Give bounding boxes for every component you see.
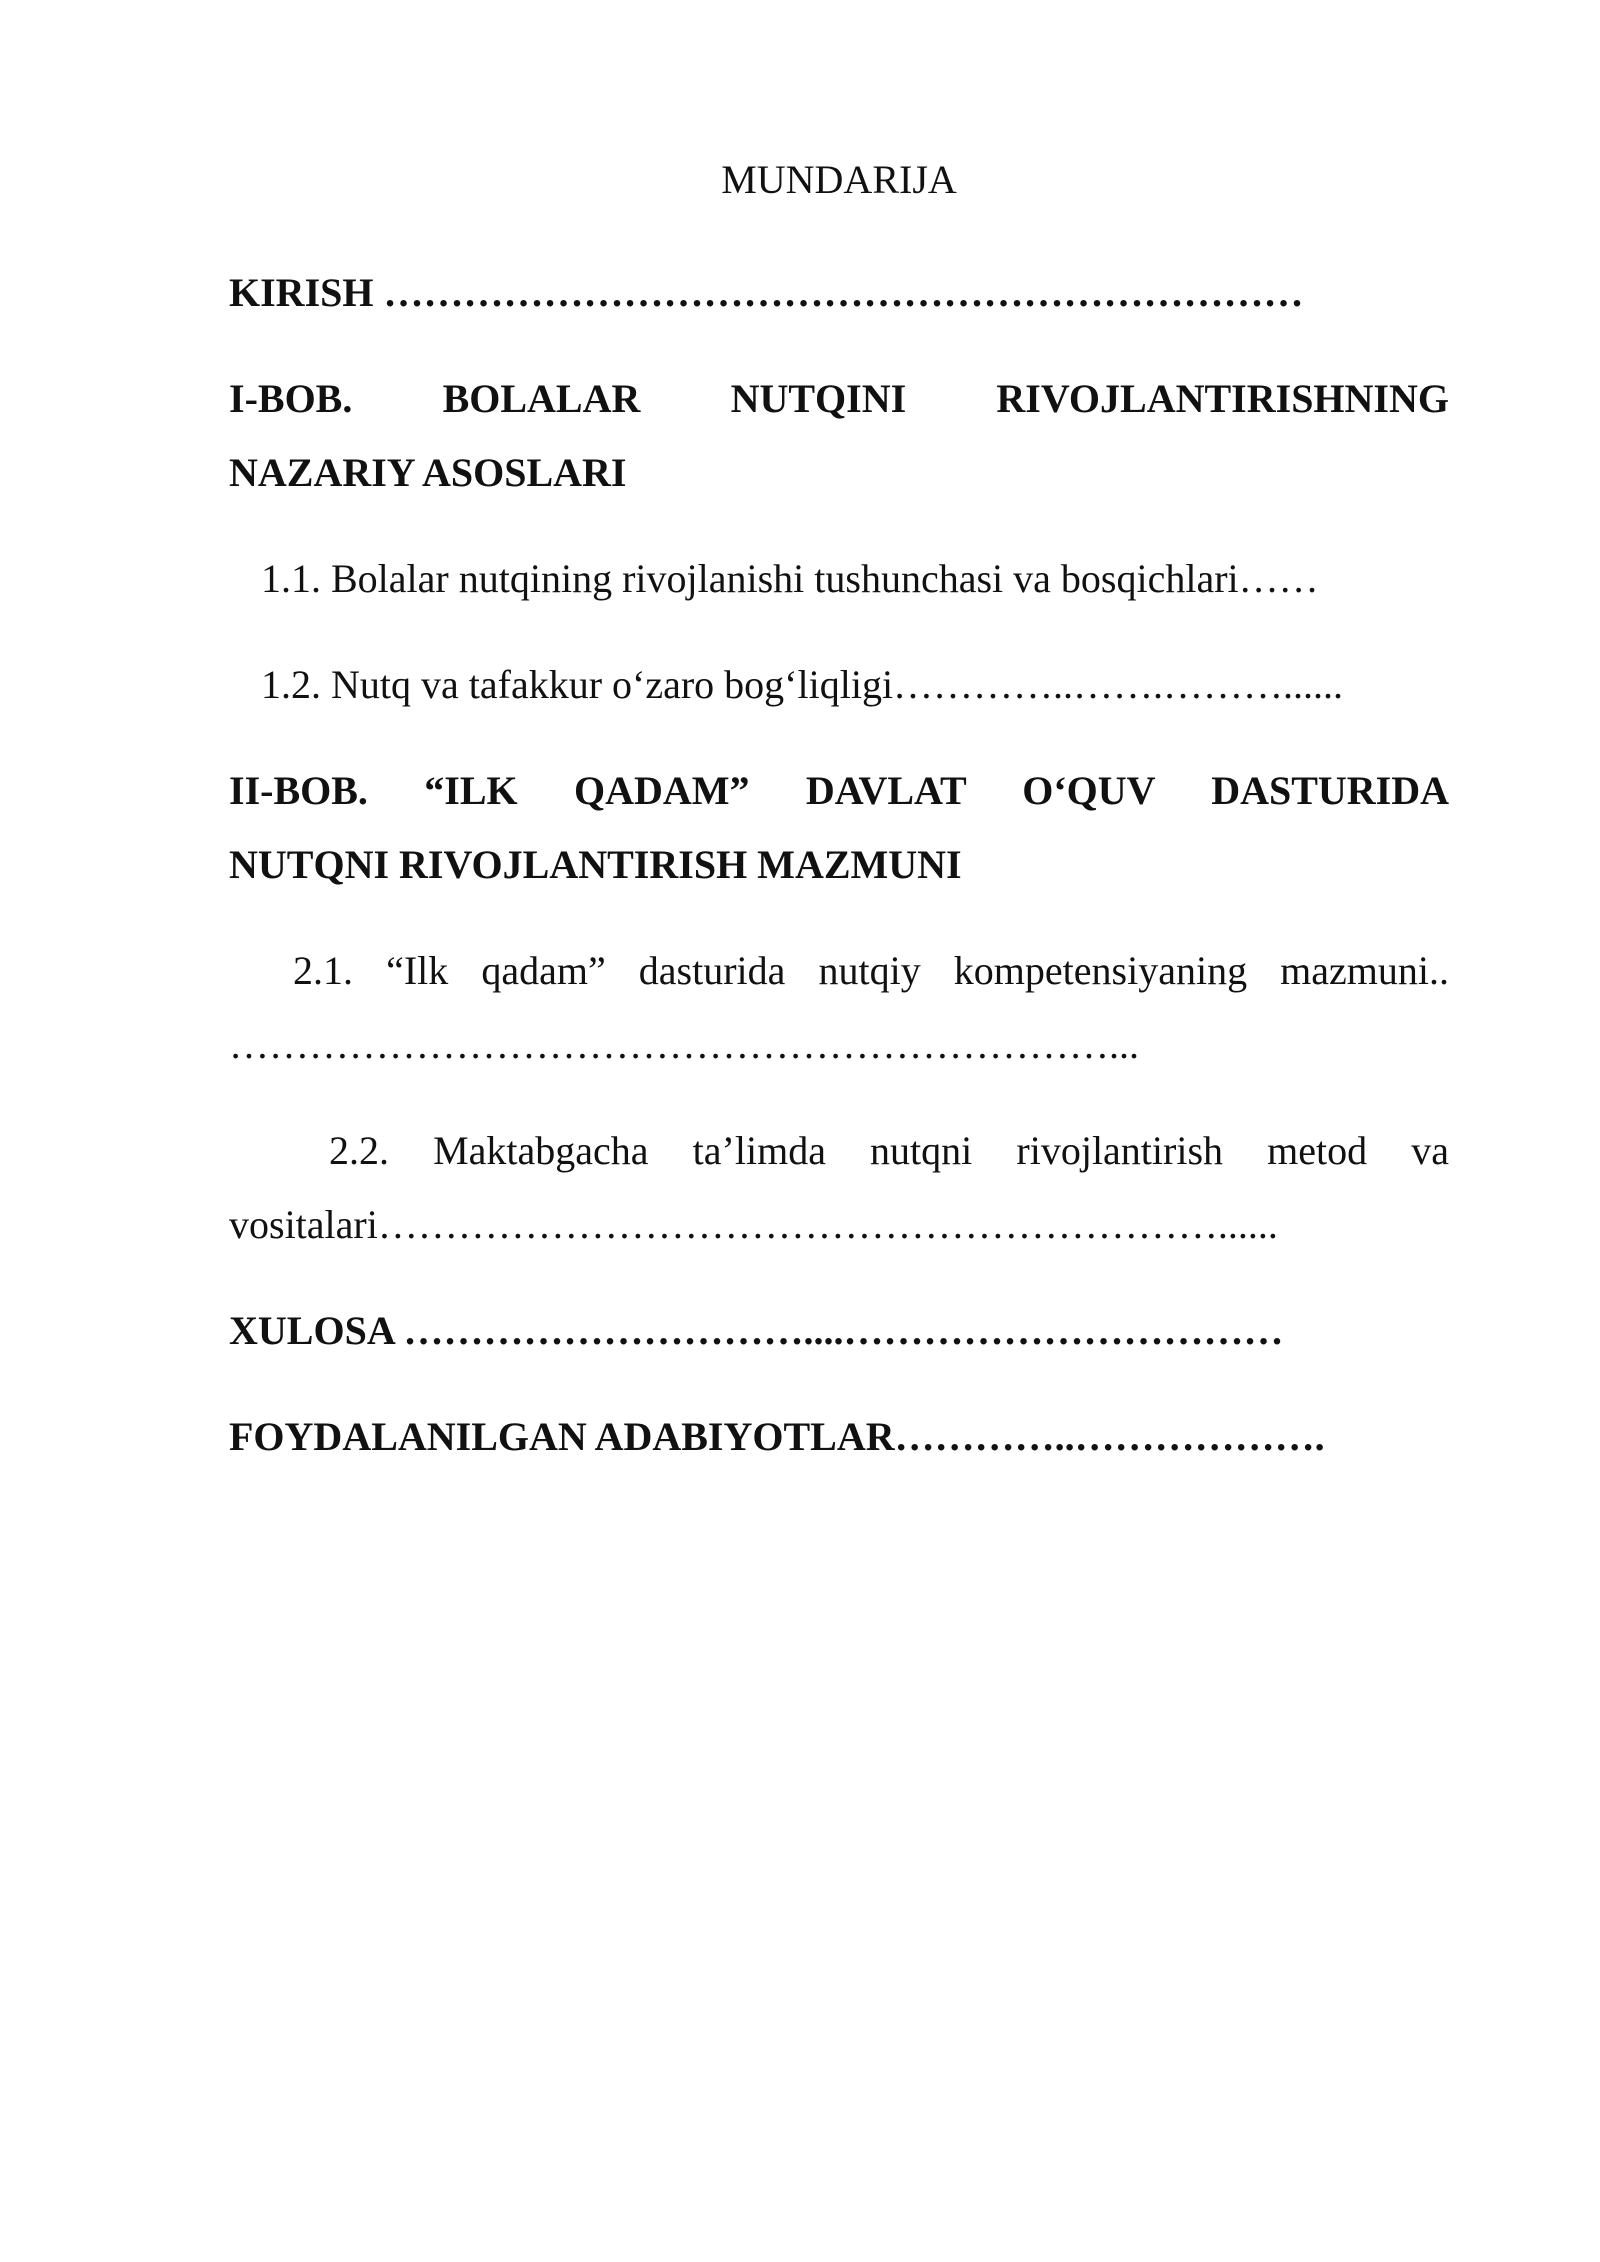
page-title: MUNDARIJA: [721, 157, 957, 202]
toc-chapter-2-line-2: NUTQNI RIVOJLANTIRISH MAZMUNI: [229, 842, 962, 887]
toc-chapter-1-line-2: NAZARIY ASOSLARI: [229, 450, 627, 495]
toc-entry-chapter-2: [229, 754, 1449, 902]
table-of-contents: [229, 150, 1449, 1474]
toc-entry-chapter-1: [229, 362, 1449, 510]
toc-entry-section-2-1: [229, 934, 1449, 1082]
toc-entry-xulosa: XULOSA …………………………....……………………………: [229, 1308, 1284, 1353]
toc-entry-kirish: KIRISH ……………………………………………………………: [229, 270, 1304, 315]
toc-chapter-1-line-1: I-BOB. BOLALAR NUTQINI RIVOJLANTIRISHNING: [229, 376, 1449, 421]
toc-entry-section-1-2: 1.2. Nutq va tafakkur o‘zaro bog‘liqligi…………..…….………......: [261, 662, 1344, 707]
toc-entry-adabiyotlar: FOYDALANILGAN ADABIYOTLAR…………..……………….: [229, 1414, 1325, 1459]
toc-entry-section-2-2: [229, 1114, 1449, 1262]
toc-entry-section-1-1: 1.1. Bolalar nutqining rivojlanishi tushunchasi va bosqichlari……: [261, 556, 1319, 601]
toc-section-2-1-line-2: …………………………………………………………...: [229, 1022, 1139, 1067]
toc-chapter-2-line-1: II-BOB. “ILK QADAM” DAVLAT O‘QUV DASTURIDA: [229, 768, 1449, 813]
toc-section-2-1-line-1: 2.1. “Ilk qadam” dasturida nutqiy kompetensiyaning mazmuni..: [293, 948, 1449, 993]
toc-section-2-2-line-2: vositalari………………………………………………………......: [229, 1202, 1278, 1247]
toc-section-2-2-line-1: 2.2. Maktabgacha ta’limda nutqni rivojlantirish metod va: [329, 1128, 1449, 1173]
